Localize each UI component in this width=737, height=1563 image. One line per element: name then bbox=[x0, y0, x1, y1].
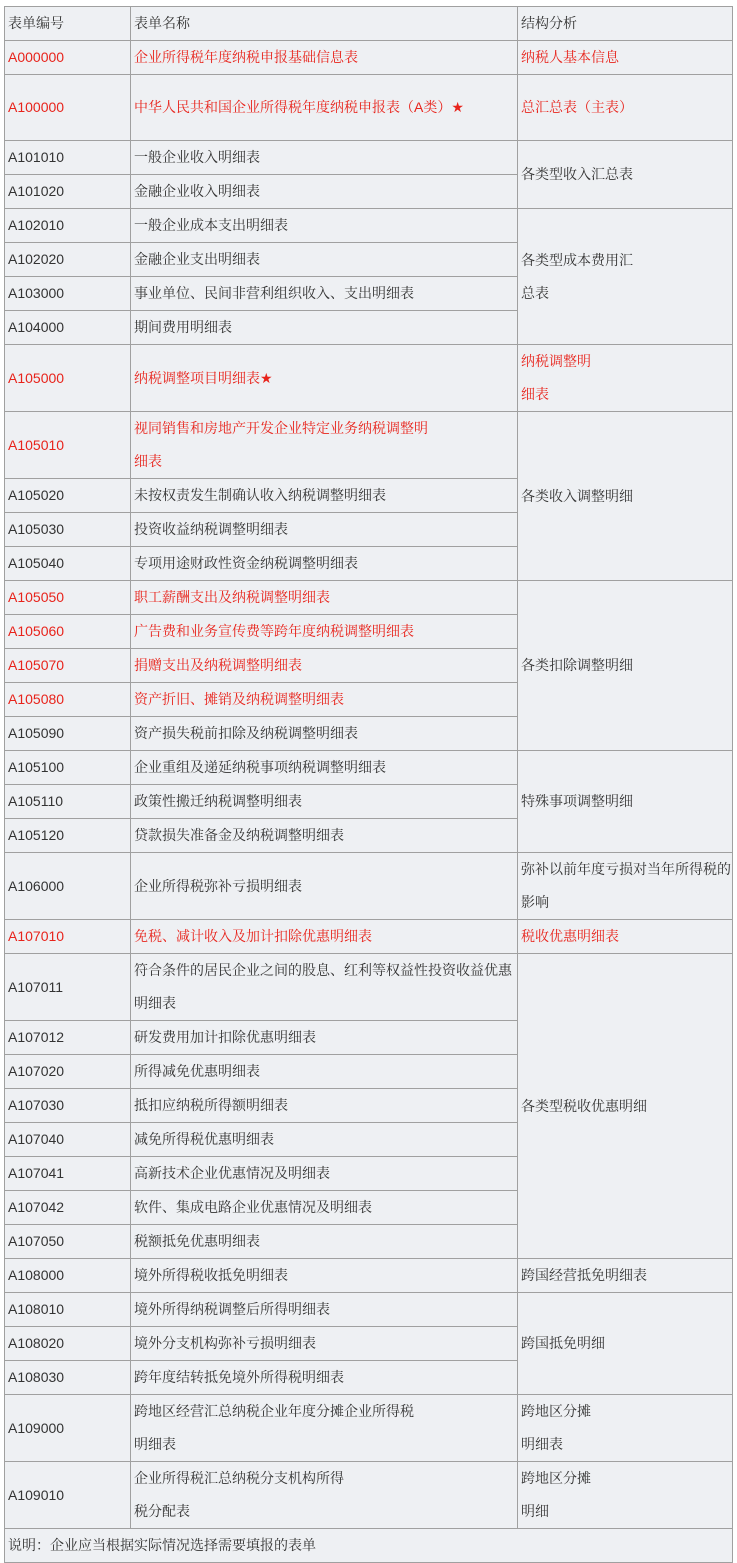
form-name: 纳税调整项目明细表★ bbox=[131, 345, 518, 412]
form-name-text: 中华人民共和国企业所得税年度纳税申报表（A类）★ bbox=[134, 99, 464, 115]
form-code: A105030 bbox=[5, 513, 131, 547]
structure-analysis: 纳税人基本信息 bbox=[518, 41, 733, 75]
form-name bbox=[131, 954, 518, 1021]
table-row bbox=[5, 581, 733, 615]
form-name: 资产折旧、摊销及纳税调整明细表 bbox=[131, 683, 518, 717]
structure-analysis-text: 跨地区分摊明细表 bbox=[521, 1403, 591, 1452]
form-name-text: 企业所得税汇总纳税分支机构所得税分配表 bbox=[134, 1470, 344, 1519]
table-row bbox=[5, 75, 733, 141]
form-code: A109010 bbox=[5, 1462, 131, 1529]
form-name: 软件、集成电路企业优惠情况及明细表 bbox=[131, 1191, 518, 1225]
table-row bbox=[5, 141, 733, 175]
form-name: 资产损失税前扣除及纳税调整明细表 bbox=[131, 717, 518, 751]
form-code: A105090 bbox=[5, 717, 131, 751]
form-name: 高新技术企业优惠情况及明细表 bbox=[131, 1157, 518, 1191]
form-name: 抵扣应纳税所得额明细表 bbox=[131, 1089, 518, 1123]
form-code: A107040 bbox=[5, 1123, 131, 1157]
form-code: A105120 bbox=[5, 819, 131, 853]
structure-analysis-text: 纳税调整明细表 bbox=[521, 353, 591, 402]
form-code: A101020 bbox=[5, 175, 131, 209]
table-row bbox=[5, 412, 733, 479]
form-name: 一般企业成本支出明细表 bbox=[131, 209, 518, 243]
structure-analysis bbox=[518, 345, 733, 412]
form-code: A106000 bbox=[5, 853, 131, 920]
form-name: 未按权责发生制确认收入纳税调整明细表 bbox=[131, 479, 518, 513]
form-name bbox=[131, 75, 518, 141]
form-name-text: 跨地区经营汇总纳税企业年度分摊企业所得税明细表 bbox=[134, 1403, 414, 1452]
table-row bbox=[5, 345, 733, 412]
form-code: A103000 bbox=[5, 277, 131, 311]
table-row bbox=[5, 41, 733, 75]
form-name bbox=[131, 1462, 518, 1529]
table-row bbox=[5, 1395, 733, 1462]
form-code: A107011 bbox=[5, 954, 131, 1021]
table-row bbox=[5, 853, 733, 920]
form-code: A105000 bbox=[5, 345, 131, 412]
form-name bbox=[131, 1395, 518, 1462]
form-code: A108000 bbox=[5, 1259, 131, 1293]
structure-analysis-text: 跨地区分摊明细 bbox=[521, 1470, 591, 1519]
form-name: 企业重组及递延纳税事项纳税调整明细表 bbox=[131, 751, 518, 785]
form-name: 捐赠支出及纳税调整明细表 bbox=[131, 649, 518, 683]
structure-analysis: 特殊事项调整明细 bbox=[518, 751, 733, 853]
form-name: 专项用途财政性资金纳税调整明细表 bbox=[131, 547, 518, 581]
form-code: A105110 bbox=[5, 785, 131, 819]
structure-analysis bbox=[518, 1395, 733, 1462]
structure-analysis: 跨国抵免明细 bbox=[518, 1293, 733, 1395]
structure-analysis: 各类型收入汇总表 bbox=[518, 141, 733, 209]
structure-analysis-text: 各类型成本费用汇总表 bbox=[521, 251, 633, 301]
tax-form-table bbox=[4, 6, 733, 1563]
form-name: 跨年度结转抵免境外所得税明细表 bbox=[131, 1361, 518, 1395]
form-code: A101010 bbox=[5, 141, 131, 175]
structure-analysis: 税收优惠明细表 bbox=[518, 920, 733, 954]
table-row bbox=[5, 954, 733, 1021]
form-code: A105040 bbox=[5, 547, 131, 581]
form-name: 境外所得税收抵免明细表 bbox=[131, 1259, 518, 1293]
table-row bbox=[5, 1462, 733, 1529]
note-text: 说明：企业应当根据实际情况选择需要填报的表单 bbox=[5, 1529, 733, 1563]
form-code: A100000 bbox=[5, 75, 131, 141]
form-name: 广告费和业务宣传费等跨年度纳税调整明细表 bbox=[131, 615, 518, 649]
form-code: A102020 bbox=[5, 243, 131, 277]
form-code: A105080 bbox=[5, 683, 131, 717]
structure-analysis bbox=[518, 1462, 733, 1529]
form-code: A108020 bbox=[5, 1327, 131, 1361]
form-code: A108030 bbox=[5, 1361, 131, 1395]
structure-analysis: 各类收入调整明细 bbox=[518, 412, 733, 581]
form-name: 企业所得税弥补亏损明细表 bbox=[131, 853, 518, 920]
structure-analysis: 各类型税收优惠明细 bbox=[518, 954, 733, 1259]
form-code: A105070 bbox=[5, 649, 131, 683]
form-name: 研发费用加计扣除优惠明细表 bbox=[131, 1021, 518, 1055]
form-name: 一般企业收入明细表 bbox=[131, 141, 518, 175]
form-code: A107030 bbox=[5, 1089, 131, 1123]
form-name-text: 视同销售和房地产开发企业特定业务纳税调整明细表 bbox=[134, 420, 428, 469]
form-name: 所得减免优惠明细表 bbox=[131, 1055, 518, 1089]
form-code: A108010 bbox=[5, 1293, 131, 1327]
structure-analysis bbox=[518, 853, 733, 920]
form-code: A107050 bbox=[5, 1225, 131, 1259]
form-code: A105050 bbox=[5, 581, 131, 615]
form-code: A105060 bbox=[5, 615, 131, 649]
form-name: 事业单位、民间非营利组织收入、支出明细表 bbox=[131, 277, 518, 311]
form-code: A105020 bbox=[5, 479, 131, 513]
form-name: 金融企业支出明细表 bbox=[131, 243, 518, 277]
form-name: 免税、减计收入及加计扣除优惠明细表 bbox=[131, 920, 518, 954]
form-code: A107010 bbox=[5, 920, 131, 954]
form-name-text: 符合条件的居民企业之间的股息、红利等权益性投资收益优惠明细表 bbox=[134, 962, 512, 1011]
form-name: 期间费用明细表 bbox=[131, 311, 518, 345]
form-name: 税额抵免优惠明细表 bbox=[131, 1225, 518, 1259]
form-code: A107042 bbox=[5, 1191, 131, 1225]
structure-analysis-text: 弥补以前年度亏损对当年所得税的影响 bbox=[521, 861, 731, 910]
form-name: 职工薪酬支出及纳税调整明细表 bbox=[131, 581, 518, 615]
header-row bbox=[5, 7, 733, 41]
form-code: A107020 bbox=[5, 1055, 131, 1089]
form-name: 投资收益纳税调整明细表 bbox=[131, 513, 518, 547]
form-code: A107041 bbox=[5, 1157, 131, 1191]
table-row bbox=[5, 751, 733, 785]
form-name: 境外所得纳税调整后所得明细表 bbox=[131, 1293, 518, 1327]
header-code: 表单编号 bbox=[5, 7, 131, 41]
note-row bbox=[5, 1529, 733, 1563]
table-row bbox=[5, 1293, 733, 1327]
form-code: A105100 bbox=[5, 751, 131, 785]
form-name: 境外分支机构弥补亏损明细表 bbox=[131, 1327, 518, 1361]
structure-analysis: 跨国经营抵免明细表 bbox=[518, 1259, 733, 1293]
structure-analysis: 各类扣除调整明细 bbox=[518, 581, 733, 751]
form-name: 贷款损失准备金及纳税调整明细表 bbox=[131, 819, 518, 853]
form-name bbox=[131, 412, 518, 479]
form-code: A105010 bbox=[5, 412, 131, 479]
table-row bbox=[5, 920, 733, 954]
form-code: A104000 bbox=[5, 311, 131, 345]
form-name: 政策性搬迁纳税调整明细表 bbox=[131, 785, 518, 819]
form-name: 减免所得税优惠明细表 bbox=[131, 1123, 518, 1157]
header-name: 表单名称 bbox=[131, 7, 518, 41]
table-row bbox=[5, 1259, 733, 1293]
form-code: A107012 bbox=[5, 1021, 131, 1055]
structure-analysis bbox=[518, 209, 733, 345]
structure-analysis: 总汇总表（主表） bbox=[518, 75, 733, 141]
form-name: 企业所得税年度纳税申报基础信息表 bbox=[131, 41, 518, 75]
header-analysis: 结构分析 bbox=[518, 7, 733, 41]
form-code: A102010 bbox=[5, 209, 131, 243]
form-code: A109000 bbox=[5, 1395, 131, 1462]
form-name: 金融企业收入明细表 bbox=[131, 175, 518, 209]
form-code: A000000 bbox=[5, 41, 131, 75]
table-row bbox=[5, 209, 733, 243]
